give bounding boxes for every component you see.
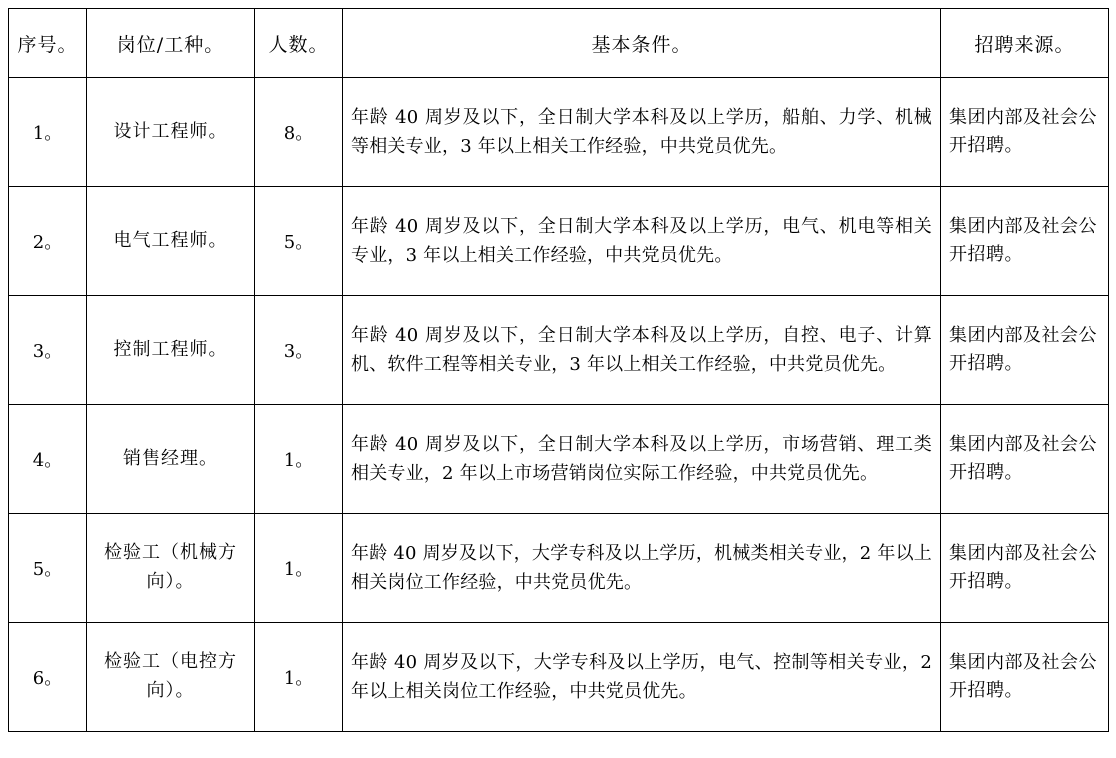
cell-index: 1。 (9, 78, 87, 187)
table-row (9, 296, 1109, 405)
column-header-source: 招聘来源。 (941, 9, 1109, 78)
cell-source: 集团内部及社会公开招聘。 (941, 187, 1109, 296)
cell-post: 销售经理。 (87, 405, 255, 514)
table-row (9, 405, 1109, 514)
cell-index: 4。 (9, 405, 87, 514)
table-header (9, 9, 1109, 78)
cell-count: 8。 (255, 78, 343, 187)
column-header-count: 人数。 (255, 9, 343, 78)
column-header-post: 岗位/工种。 (87, 9, 255, 78)
cell-post: 电气工程师。 (87, 187, 255, 296)
recruitment-table (8, 8, 1109, 732)
cell-count: 3。 (255, 296, 343, 405)
cell-index: 3。 (9, 296, 87, 405)
cell-source: 集团内部及社会公开招聘。 (941, 623, 1109, 732)
cell-condition: 年龄 40 周岁及以下，大学专科及以上学历，机械类相关专业，2 年以上相关岗位工作经验，中共党员优先。 (343, 514, 941, 623)
cell-index: 5。 (9, 514, 87, 623)
cell-index: 6。 (9, 623, 87, 732)
cell-condition: 年龄 40 周岁及以下，大学专科及以上学历，电气、控制等相关专业，2 年以上相关岗位工作经验，中共党员优先。 (343, 623, 941, 732)
cell-source: 集团内部及社会公开招聘。 (941, 405, 1109, 514)
cell-source: 集团内部及社会公开招聘。 (941, 514, 1109, 623)
cell-index: 2。 (9, 187, 87, 296)
table-row (9, 623, 1109, 732)
cell-count: 1。 (255, 405, 343, 514)
cell-count: 1。 (255, 514, 343, 623)
column-header-index: 序号。 (9, 9, 87, 78)
cell-count: 1。 (255, 623, 343, 732)
cell-post: 检验工（电控方向）。 (87, 623, 255, 732)
table-row (9, 78, 1109, 187)
cell-condition: 年龄 40 周岁及以下，全日制大学本科及以上学历，自控、电子、计算机、软件工程等相关专业，3 年以上相关工作经验，中共党员优先。 (343, 296, 941, 405)
table-row (9, 514, 1109, 623)
table-header-row (9, 9, 1109, 78)
cell-source: 集团内部及社会公开招聘。 (941, 78, 1109, 187)
cell-post: 检验工（机械方向）。 (87, 514, 255, 623)
cell-post: 控制工程师。 (87, 296, 255, 405)
table-row (9, 187, 1109, 296)
cell-source: 集团内部及社会公开招聘。 (941, 296, 1109, 405)
cell-condition: 年龄 40 周岁及以下，全日制大学本科及以上学历，市场营销、理工类相关专业，2 年以上市场营销岗位实际工作经验，中共党员优先。 (343, 405, 941, 514)
column-header-condition: 基本条件。 (343, 9, 941, 78)
cell-condition: 年龄 40 周岁及以下，全日制大学本科及以上学历，船舶、力学、机械等相关专业，3 年以上相关工作经验，中共党员优先。 (343, 78, 941, 187)
cell-post: 设计工程师。 (87, 78, 255, 187)
cell-count: 5。 (255, 187, 343, 296)
table-body (9, 78, 1109, 732)
cell-condition: 年龄 40 周岁及以下，全日制大学本科及以上学历，电气、机电等相关专业，3 年以上相关工作经验，中共党员优先。 (343, 187, 941, 296)
